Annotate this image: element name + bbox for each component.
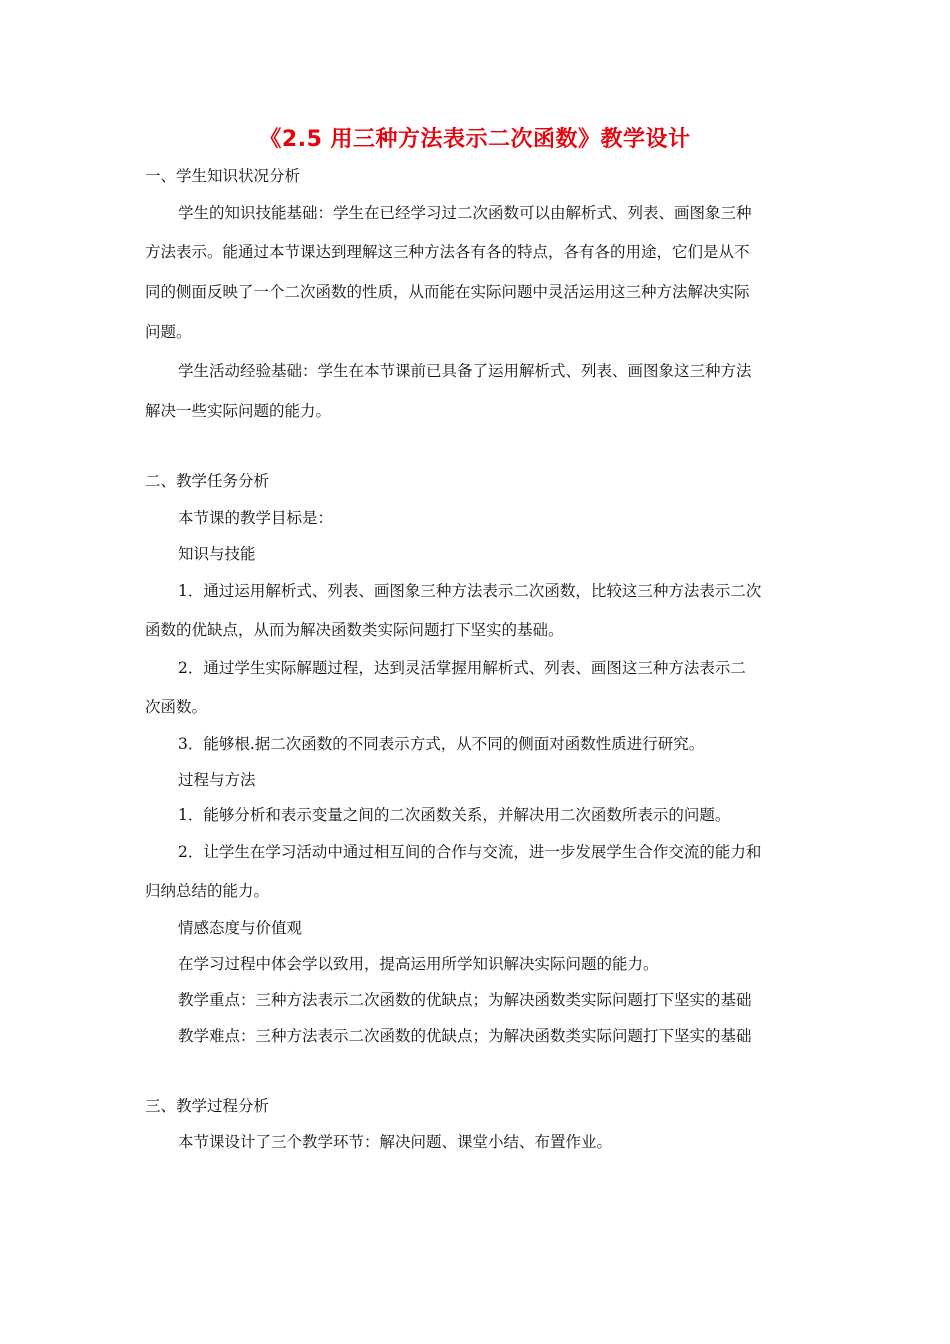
section2-subheading-attitude: 情感态度与价值观 [178, 919, 303, 937]
section2-item1-line2: 函数的优缺点，从而为解决函数类实际问题打下坚实的基础。 [145, 621, 564, 639]
section2-item1-line1: 1．通过运用解析式、列表、画图象三种方法表示二次函数，比较这三种方法表示二次 [178, 582, 762, 600]
section1-para2-line2: 解决一些实际问题的能力。 [145, 402, 332, 420]
section2-item4: 1．能够分析和表示变量之间的二次函数关系，并解决用二次函数所表示的问题。 [178, 806, 731, 824]
section2-subheading-knowledge: 知识与技能 [178, 545, 256, 563]
section1-para1-line1: 学生的知识技能基础：学生在已经学习过二次函数可以由解析式、列表、画图象三种 [178, 204, 752, 222]
section2-subheading-process: 过程与方法 [178, 771, 256, 789]
section2-item2-line1: 2．通过学生实际解题过程，达到灵活掌握用解析式、列表、画图这三种方法表示二 [178, 659, 746, 677]
section1-para2-line1: 学生活动经验基础：学生在本节课前已具备了运用解析式、列表、画图象这三种方法 [178, 362, 752, 380]
section1-para1-line2: 方法表示。能通过本节课达到理解这三种方法各有各的特点，各有各的用途，它们是从不 [145, 243, 750, 261]
section2-item3: 3．能够根.据二次函数的不同表示方式，从不同的侧面对函数性质进行研究。 [178, 735, 705, 753]
section1-heading: 一、学生知识状况分析 [145, 167, 301, 185]
section3-text: 本节课设计了三个教学环节：解决问题、课堂小结、布置作业。 [178, 1133, 613, 1151]
section2-item5-line2: 归纳总结的能力。 [145, 882, 270, 900]
section1-para1-line4: 问题。 [145, 323, 192, 341]
section2-key-point: 教学重点：三种方法表示二次函数的优缺点；为解决函数类实际问题打下坚实的基础 [178, 991, 752, 1009]
section3-heading: 三、教学过程分析 [145, 1097, 270, 1115]
section1-para1-line3: 同的侧面反映了一个二次函数的性质，从而能在实际问题中灵活运用这三种方法解决实际 [145, 283, 750, 301]
section2-item2-line2: 次函数。 [145, 698, 208, 716]
section2-difficulty: 教学难点：三种方法表示二次函数的优缺点；为解决函数类实际问题打下坚实的基础 [178, 1027, 752, 1045]
section2-item6: 在学习过程中体会学以致用，提高运用所学知识解决实际问题的能力。 [178, 955, 659, 973]
document-title: 《2.5 用三种方法表示二次函数》教学设计 [259, 127, 691, 152]
section2-heading: 二、教学任务分析 [145, 472, 270, 490]
section2-intro: 本节课的教学目标是： [178, 509, 334, 527]
section2-item5-line1: 2．让学生在学习活动中通过相互间的合作与交流，进一步发展学生合作交流的能力和 [178, 843, 762, 861]
